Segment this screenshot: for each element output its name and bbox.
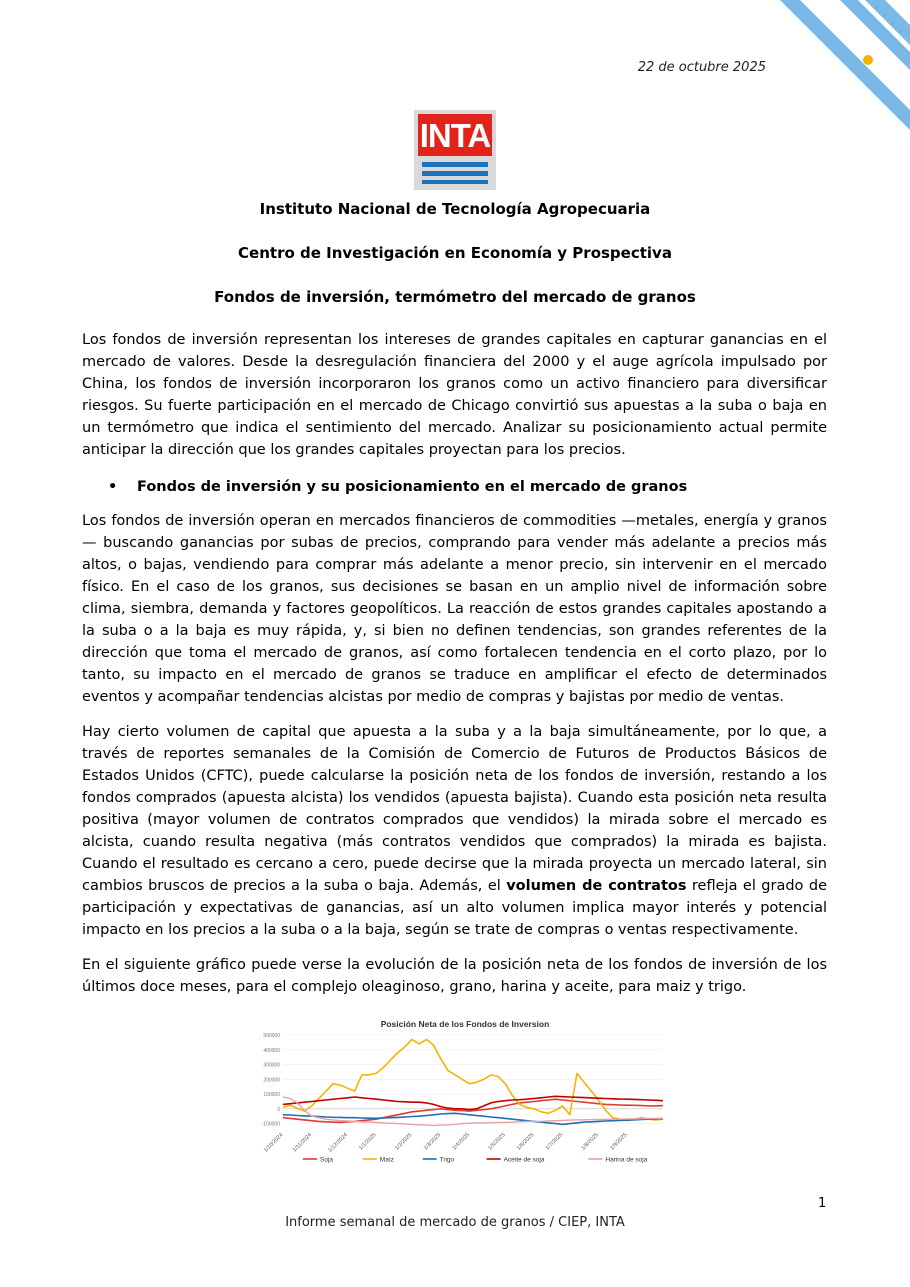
inta-logo-text: INTA xyxy=(419,117,491,154)
chart-title: Posición Neta de los Fondos de Inversion xyxy=(380,1019,550,1029)
argentina-flag-icon xyxy=(760,0,910,150)
x-tick-label: 1/4/2025 xyxy=(451,1132,471,1152)
paragraph-3: En el siguiente gráfico puede verse la evolución de la posición neta de los fondos de inversión de los últimos doce meses, para el complejo oleaginoso, grano, harina y aceite, para maiz y trigo. xyxy=(82,957,827,995)
section-heading-text: Fondos de inversión y su posicionamiento en el mercado de granos xyxy=(137,479,688,495)
x-tick-label: 1/7/2025 xyxy=(544,1132,565,1152)
paragraph-1: Los fondos de inversión operan en mercados financieros de commodities —metales, energía y granos— buscando ganancias por subas de precios, comprando para vender más adelante a precios más altos, o bajas, vendiendo para comprar más adelante a menor precio, sin intervenir en el mercado físico. En el caso de los granos, sus decisiones se basan en un amplio nivel de información sobre clima, siembra, demanda y factores geopolíticos. La reacción de estos grandes capitales apostando a la suba o a la baja es muy rápida, y, si bien no definen tendencias, son grandes referentes de la dirección que toma el mercado de granos, así como fortalecen tendencia en el corto plazo, por lo tanto, su impacto en el mercado de granos se traduce en amplificar el efecto de determinados eventos y acompañar tendencias alcistas por medio de compras y bajistas por medio de ventas. xyxy=(82,513,827,705)
x-tick-label: 1/9/2025 xyxy=(609,1132,629,1152)
net-position-chart xyxy=(255,1013,675,1173)
y-tick-label: 100000 xyxy=(263,1092,280,1099)
x-tick-label: 1/10/2024 xyxy=(262,1132,285,1154)
legend-label: Trigo xyxy=(439,1156,455,1164)
paragraph-2-part-1: Hay cierto volumen de capital que apuesta a la suba y a la baja simultáneamente, por lo que, a través de reportes semanales de la Comisión de Comercio de Futuros de Productos Básicos de Estados Unidos (CFTC), puede calcularse la posición neta de los fondos de inversión, restando a los fondos comprados (apuesta alcista) los vendidos (apuesta bajista). Cuando esta posición neta resulta positiva (mayor volumen de contratos comprados que vendidos) la mirada sobre el mercado es alcista, cuando resulta negativa (más contratos vendidos que comprados) la mirada es bajista. Cuando el resultado es cercano a cero, puede decirse que la mirada proyecta un mercado lateral, sin cambios bruscos de precios a la suba o baja. Además, el xyxy=(82,724,827,894)
x-tick-label: 1/3/2025 xyxy=(422,1132,443,1152)
paragraph-2-bold: volumen de contratos xyxy=(506,878,687,894)
y-tick-label: 400000 xyxy=(263,1047,280,1054)
legend-label: Soja xyxy=(320,1156,334,1164)
paragraph-2-part-2: refleja el grado de participación y expectativas de ganancias, así un alto volumen implica mayor interés y potencial impacto en los precios a la suba o a la baja, según se trate de compras o ventas respectivamente. xyxy=(82,878,827,938)
report-title: Fondos de inversión, termómetro del mercado de granos xyxy=(214,288,696,306)
inta-logo xyxy=(414,110,496,190)
x-tick-label: 1/1/2025 xyxy=(358,1132,378,1152)
x-tick-label: 1/11/2024 xyxy=(291,1132,314,1154)
x-tick-label: 1/12/2024 xyxy=(327,1132,349,1154)
y-tick-label: 200000 xyxy=(263,1077,280,1084)
legend-label: Maíz xyxy=(379,1156,394,1164)
report-date: 22 de octubre 2025 xyxy=(637,60,766,75)
footer-text: Informe semanal de mercado de granos / CIEP, INTA xyxy=(285,1215,625,1230)
x-tick-label: 1/6/2025 xyxy=(515,1132,536,1152)
y-tick-label: 300000 xyxy=(263,1062,280,1069)
y-tick-label: -100000 xyxy=(261,1121,280,1128)
paragraph-2 xyxy=(82,721,827,941)
page-number: 1 xyxy=(818,1196,827,1211)
x-tick-label: 1/2/2025 xyxy=(394,1132,414,1152)
center-title: Centro de Investigación en Economía y Prospectiva xyxy=(238,244,672,262)
intro-paragraph: Los fondos de inversión representan los intereses de grandes capitales en capturar ganancias en el mercado de valores. Desde la desregulación financiera del 2000 y el auge agrícola impulsado por China, los fondos de inversión incorporaron los granos como un activo financiero para diversificar riesgos. Su fuerte participación en el mercado de Chicago convirtió sus apuestas a la suba o baja en un termómetro que indica el sentimiento del mercado. Analizar su posicionamiento actual permite anticipar la dirección que los grandes capitales proyectan para los precios. xyxy=(82,332,827,458)
y-tick-label: 500000 xyxy=(263,1033,280,1039)
legend-label: Aceite de soja xyxy=(503,1156,545,1164)
bullet-icon: • xyxy=(108,479,118,495)
x-tick-label: 1/8/2025 xyxy=(580,1132,600,1152)
series-line xyxy=(283,1096,663,1109)
legend-label: Harina de soja xyxy=(605,1156,648,1164)
institute-title: Instituto Nacional de Tecnología Agropecuaria xyxy=(259,200,651,218)
y-tick-label: 0 xyxy=(277,1106,280,1113)
x-tick-label: 1/5/2025 xyxy=(487,1132,507,1152)
